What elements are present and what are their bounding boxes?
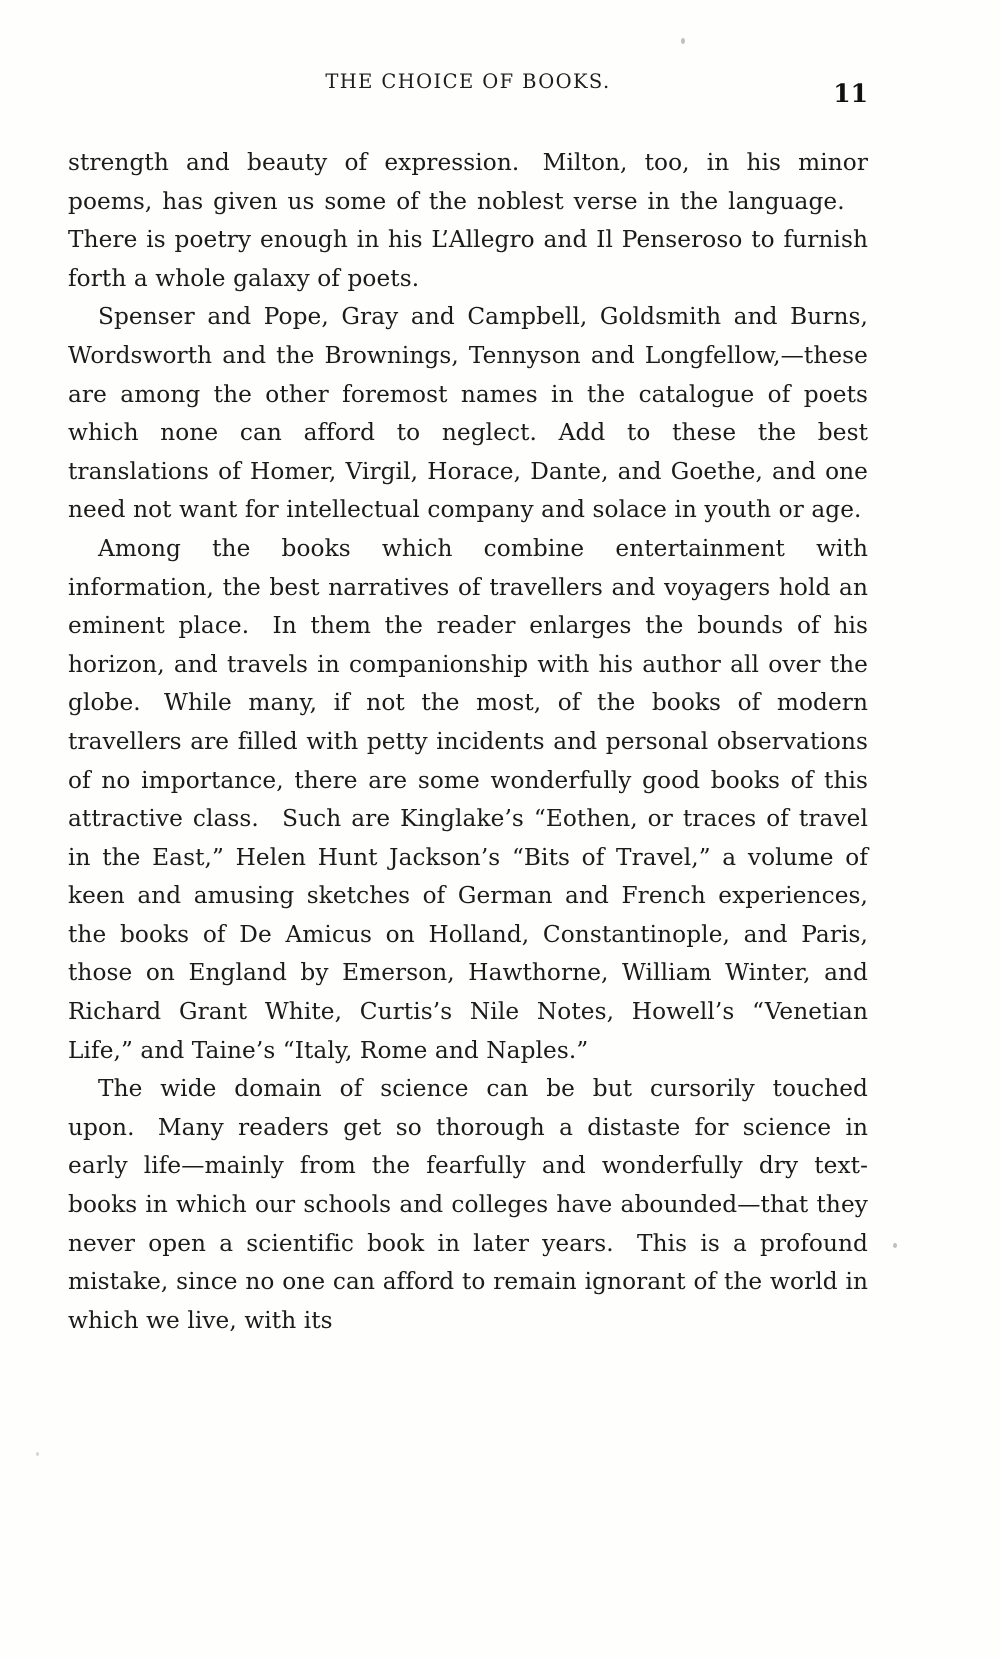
paper-speck-icon — [681, 38, 685, 44]
paragraph: The wide domain of science can be but cursorily touched upon. Many readers get so thorough a distaste for science in early life—mainly from the fearfully and wonderfully dry text-books in which our schools and colleges have abounded—that they never open a scientific book in later years. This is a profound mistake, since no one can afford to remain ignorant of the world in which we live, with its — [68, 1075, 868, 1334]
paper-speck-icon — [36, 1452, 39, 1456]
paragraph: Spenser and Pope, Gray and Campbell, Goldsmith and Burns, Wordsworth and the Brownings, Tennyson and Longfellow,—these are among the other foremost names in the catalogue of poets which none can afford to neglect. Add to these the best translations of Homer, Virgil, Horace, Dante, and Goethe, and one need not want for intellectual company and solace in youth or age. — [68, 303, 868, 524]
page-title: THE CHOICE OF BOOKS. — [325, 70, 611, 93]
paper-speck-icon — [893, 1243, 897, 1248]
page-content — [68, 70, 868, 1340]
paragraph: Among the books which combine entertainment with information, the best narratives of travellers and voyagers hold an eminent place. In them the reader enlarges the bounds of his horizon, and travels in companionship with his author all over the globe. While many, if not the most, of the books of modern travellers are filled with petty incidents and personal observations of no importance, there are some wonderfully good books of this attractive class. Such are Kinglake’s “Eothen, or traces of travel in the East,” Helen Hunt Jackson’s “Bits of Travel,” a volume of keen and amusing sketches of German and French experiences, the books of De Amicus on Holland, Constantinople, and Paris, those on England by Emerson, Hawthorne, William Winter, and Richard Grant White, Curtis’s Nile Notes, Howell’s “Venetian Life,” and Taine’s “Italy, Rome and Naples.” — [68, 534, 868, 1064]
paragraph: strength and beauty of expression. Milton, too, in his minor poems, has given us some of the noblest verse in the language. There is poetry enough in his L’Allegro and Il Penseroso to furnish forth a whole galaxy of poets. — [68, 149, 868, 292]
running-head — [68, 70, 868, 110]
page-number: 11 — [833, 79, 868, 108]
body-text — [68, 144, 868, 1340]
